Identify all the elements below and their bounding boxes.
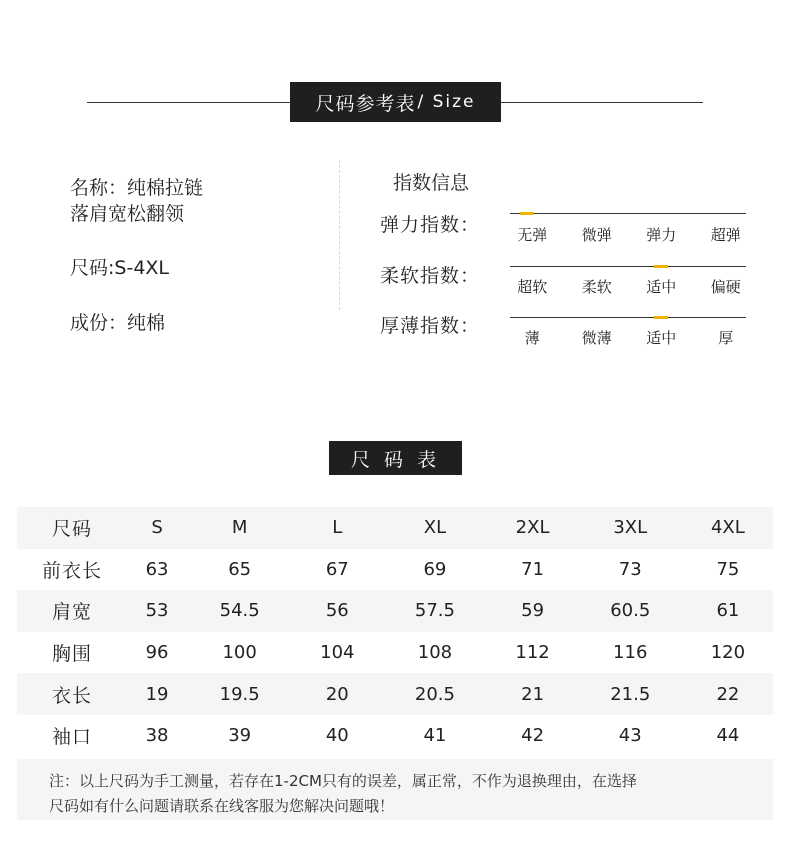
table-cell: 19.5 <box>187 673 292 715</box>
table-row <box>17 632 773 674</box>
elasticity-option: 无弹 <box>517 226 548 244</box>
size-note <box>17 759 773 820</box>
table-cell: 100 <box>222 642 257 664</box>
softness-option: 偏硬 <box>710 278 741 296</box>
table-cell: 59 <box>488 590 578 632</box>
table-cell: 116 <box>613 642 648 664</box>
table-cell: 20.5 <box>382 673 487 715</box>
thickness-marker <box>654 316 668 319</box>
indices-heading: 指数信息 <box>393 172 470 194</box>
table-cell: 69 <box>423 558 447 580</box>
header-line-right <box>500 102 703 103</box>
elasticity-options <box>500 224 758 245</box>
size-table <box>17 507 773 757</box>
product-size-range: 尺码:S-4XL <box>70 257 170 279</box>
thickness-option: 薄 <box>524 329 540 347</box>
product-material: 成份：纯棉 <box>70 312 166 334</box>
table-cell: 108 <box>417 642 453 664</box>
table-cell: 38 <box>145 725 169 747</box>
softness-scale <box>510 266 746 267</box>
table-cell: 63 <box>145 558 169 580</box>
size-table-header-row <box>17 507 773 549</box>
table-cell: 60.5 <box>578 590 683 632</box>
elasticity-option: 超弹 <box>710 226 741 244</box>
thickness-scale <box>510 317 746 318</box>
table-cell: 40 <box>325 725 349 747</box>
softness-option: 柔软 <box>581 278 612 296</box>
table-cell: 20 <box>292 673 382 715</box>
table-row <box>17 549 773 591</box>
table-cell: 22 <box>683 673 773 715</box>
table-cell: 21 <box>488 673 578 715</box>
table-header-cell: 尺码 <box>17 507 127 549</box>
thickness-option: 适中 <box>646 329 677 347</box>
table-cell: 75 <box>716 558 740 580</box>
table-cell: 41 <box>423 725 447 747</box>
table-cell: 19 <box>127 673 187 715</box>
size-reference-title <box>290 82 501 122</box>
table-cell: 120 <box>710 642 746 664</box>
table-cell: 104 <box>320 642 355 664</box>
product-name-line2: 落肩宽松翻领 <box>70 203 185 225</box>
thickness-option: 微薄 <box>581 329 612 347</box>
table-header-cell: 3XL <box>578 507 683 549</box>
table-cell: 61 <box>683 590 773 632</box>
size-reference-title-text: 尺码参考表 <box>315 92 416 115</box>
softness-options <box>500 276 758 297</box>
table-row <box>17 673 773 715</box>
size-note-line1: 注：以上尺码为手工测量，若存在1-2CM只有的误差，属正常，不作为退换理由，在选择 <box>49 772 637 790</box>
table-cell: 65 <box>228 558 252 580</box>
thickness-option: 厚 <box>718 329 734 347</box>
softness-marker <box>654 265 668 268</box>
softness-option: 超软 <box>517 278 548 296</box>
table-cell: 57.5 <box>382 590 487 632</box>
table-cell: 96 <box>145 642 169 664</box>
table-row-head: 肩宽 <box>17 590 127 632</box>
elasticity-marker <box>520 212 534 215</box>
elasticity-scale <box>510 213 746 214</box>
table-cell: 39 <box>228 725 252 747</box>
table-header-cell: 4XL <box>683 507 773 549</box>
table-cell: 53 <box>127 590 187 632</box>
elasticity-option: 弹力 <box>646 226 677 244</box>
table-cell: 43 <box>618 725 642 747</box>
thickness-options <box>500 327 758 348</box>
table-header-cell: L <box>292 507 382 549</box>
header-line-left <box>87 102 292 103</box>
table-row <box>17 590 773 632</box>
table-row-head: 袖口 <box>51 726 92 749</box>
info-divider <box>339 160 340 310</box>
table-row-head: 胸围 <box>51 643 92 666</box>
elasticity-option: 微弹 <box>581 226 612 244</box>
table-cell: 42 <box>521 725 545 747</box>
softness-option: 适中 <box>646 278 677 296</box>
size-table-title <box>329 441 462 475</box>
table-row-head: 前衣长 <box>41 559 102 582</box>
table-header-cell: S <box>127 507 187 549</box>
thickness-label: 厚薄指数： <box>380 315 481 337</box>
size-table-title-text: 尺 码 表 <box>350 448 441 471</box>
table-header-cell: XL <box>382 507 487 549</box>
table-cell: 73 <box>618 558 642 580</box>
product-name-line1: 名称：纯棉拉链 <box>70 177 204 199</box>
table-cell: 56 <box>292 590 382 632</box>
table-cell: 21.5 <box>578 673 683 715</box>
table-row <box>17 715 773 757</box>
size-reference-subtitle: / Size <box>417 92 476 112</box>
size-note-line2: 尺码如有什么问题请联系在线客服为您解决问题哦！ <box>49 797 395 815</box>
table-cell: 44 <box>716 725 740 747</box>
table-cell: 71 <box>521 558 545 580</box>
elasticity-label: 弹力指数： <box>380 214 481 236</box>
table-header-cell: 2XL <box>488 507 578 549</box>
softness-label: 柔软指数： <box>380 265 481 287</box>
table-cell: 67 <box>325 558 349 580</box>
table-cell: 54.5 <box>187 590 292 632</box>
table-header-cell: M <box>187 507 292 549</box>
table-row-head: 衣长 <box>17 673 127 715</box>
table-cell: 112 <box>515 642 550 664</box>
